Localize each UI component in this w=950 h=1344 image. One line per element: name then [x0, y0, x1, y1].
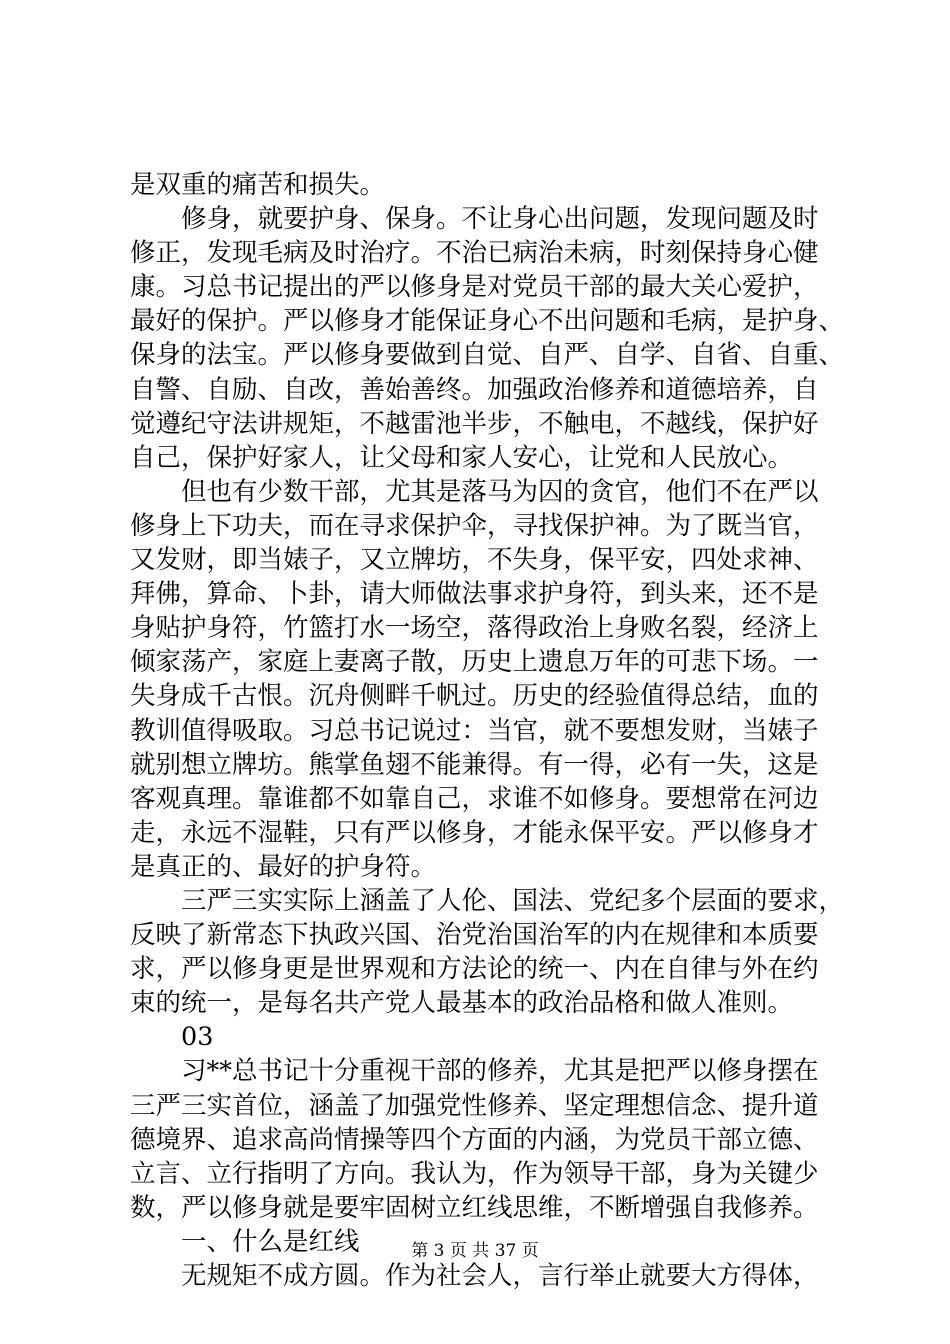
text-line: 康。习总书记提出的严以修身是对党员干部的最大关心爱护，: [130, 272, 819, 303]
paragraph-first-line: 习**总书记十分重视干部的修养，尤其是把严以修身摆在: [181, 1056, 819, 1087]
text-line: 数，严以修身就是要牢固树立红线思维，不断增强自我修养。: [130, 1192, 819, 1223]
text-line: 倾家荡产，家庭上妻离子散，历史上遗息万年的可悲下场。一: [130, 647, 819, 678]
text-line: 觉遵纪守法讲规矩，不越雷池半步，不触电，不越线，保护好: [130, 408, 819, 439]
text-line: 走，永远不湿鞋，只有严以修身，才能永保平安。严以修身才: [130, 817, 819, 848]
text-line: 三严三实首位，涵盖了加强党性修养、坚定理想信念、提升道: [130, 1090, 819, 1121]
text-line: 保身的法宝。严以修身要做到自觉、自严、自学、自省、自重、: [130, 340, 845, 371]
text-line: 自警、自励、自改，善始善终。加强政治修养和道德培养，自: [130, 374, 819, 405]
paragraph-first-line: 无规矩不成方圆。作为社会人，言行举止就要大方得体，: [181, 1261, 819, 1291]
text-line: 是真正的、最好的护身符。: [130, 851, 437, 882]
document-body: [130, 168, 852, 1293]
text-line: 身贴护身符，竹篮打水一场空，落得政治上身败名裂，经济上: [130, 613, 819, 644]
text-line: 束的统一，是每名共产党人最基本的政治品格和做人准则。: [130, 988, 794, 1019]
text-line: 求，严以修身更是世界观和方法论的统一、内在自律与外在约: [130, 954, 819, 985]
paragraph-first-line: 一、什么是红线: [181, 1226, 360, 1257]
paragraph-first-line: 修身，就要护身、保身。不让身心出问题，发现问题及时: [181, 204, 819, 235]
text-line: 德境界、追求高尚情操等四个方面的内涵，为党员干部立德、: [130, 1124, 819, 1155]
paragraph-first-line: 03: [181, 1022, 214, 1053]
text-line: 失身成千古恨。沉舟侧畔千帆过。历史的经验值得总结，血的: [130, 681, 819, 712]
text-line: 反映了新常态下执政兴国、治党治国治军的内在规律和本质要: [130, 920, 819, 951]
text-line: 教训值得吸取。习总书记说过：当官，就不要想发财，当婊子: [130, 715, 819, 746]
text-line: 自己，保护好家人，让父母和家人安心，让党和人民放心。: [130, 442, 794, 473]
text-line: 客观真理。靠谁都不如靠自己，求谁不如修身。要想常在河边: [130, 783, 819, 814]
paragraph-first-line: 但也有少数干部，尤其是落马为囚的贪官，他们不在严以: [181, 476, 819, 507]
text-line: 是双重的痛苦和损失。: [130, 170, 386, 200]
text-line: 修正，发现毛病及时治疗。不治已病治未病，时刻保持身心健: [130, 238, 819, 269]
text-line: 拜佛，算命、卜卦，请大师做法事求护身符，到头来，还不是: [130, 579, 819, 610]
text-line: 最好的保护。严以修身才能保证身心不出问题和毛病，是护身、: [130, 306, 845, 337]
paragraph-first-line: 三严三实实际上涵盖了人伦、国法、党纪多个层面的要求，: [181, 885, 845, 916]
text-line: 修身上下功夫，而在寻求保护伞，寻找保护神。为了既当官，: [130, 510, 819, 541]
text-line: 立言、立行指明了方向。我认为，作为领导干部，身为关键少: [130, 1158, 819, 1189]
text-line: 又发财，即当婊子，又立牌坊，不失身，保平安，四处求神、: [130, 545, 819, 576]
text-line: 就别想立牌坊。熊掌鱼翅不能兼得。有一得，必有一失，这是: [130, 749, 819, 780]
page-footer: 第 3 页 共 37 页: [411, 1241, 539, 1261]
